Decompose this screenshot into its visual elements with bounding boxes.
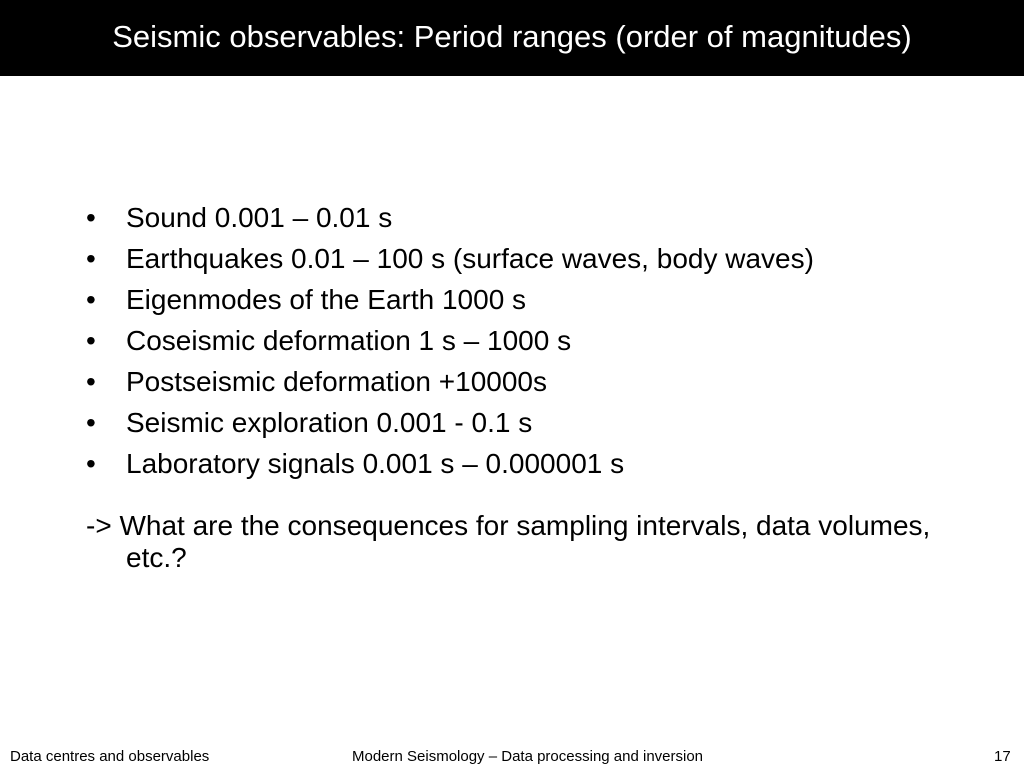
bullet-icon: •	[86, 448, 96, 479]
bullet-icon: •	[86, 243, 96, 274]
bullet-text: Seismic exploration 0.001 - 0.1 s	[126, 407, 533, 438]
bullet-item-earthquakes	[86, 238, 986, 279]
bullet-item-postseismic	[86, 361, 986, 402]
footer-section-title: Data centres and observables	[10, 748, 210, 765]
footer-page-number: 17	[994, 748, 1011, 765]
bullet-text: Earthquakes 0.01 – 100 s (surface waves, body waves)	[126, 243, 814, 274]
bullet-icon: •	[86, 407, 96, 438]
bullet-item-exploration	[86, 402, 986, 443]
bullet-item-eigenmodes	[86, 279, 986, 320]
footer-course-title: Modern Seismology – Data processing and inversion	[352, 748, 704, 765]
bullet-icon: •	[86, 284, 96, 315]
bullet-item-coseismic	[86, 320, 986, 361]
bullet-icon: •	[86, 202, 96, 233]
bullet-list	[86, 197, 986, 484]
bullet-icon: •	[86, 325, 96, 356]
slide-title: Seismic observables: Period ranges (order of magnitudes)	[112, 18, 912, 54]
title-bar	[0, 0, 1024, 76]
bullet-text: Coseismic deformation 1 s – 1000 s	[126, 325, 572, 356]
bullet-text: Laboratory signals 0.001 s – 0.000001 s	[126, 448, 625, 479]
bullet-text: Eigenmodes of the Earth 1000 s	[126, 284, 527, 315]
bullet-item-sound	[86, 197, 986, 238]
slide-content	[86, 197, 986, 574]
question-text: -> What are the consequences for sampling intervals, data volumes, etc.?	[86, 510, 931, 573]
bullet-text: Postseismic deformation +10000s	[126, 366, 547, 397]
bullet-item-laboratory	[86, 443, 986, 484]
bullet-text: Sound 0.001 – 0.01 s	[126, 202, 393, 233]
bullet-icon: •	[86, 366, 96, 397]
